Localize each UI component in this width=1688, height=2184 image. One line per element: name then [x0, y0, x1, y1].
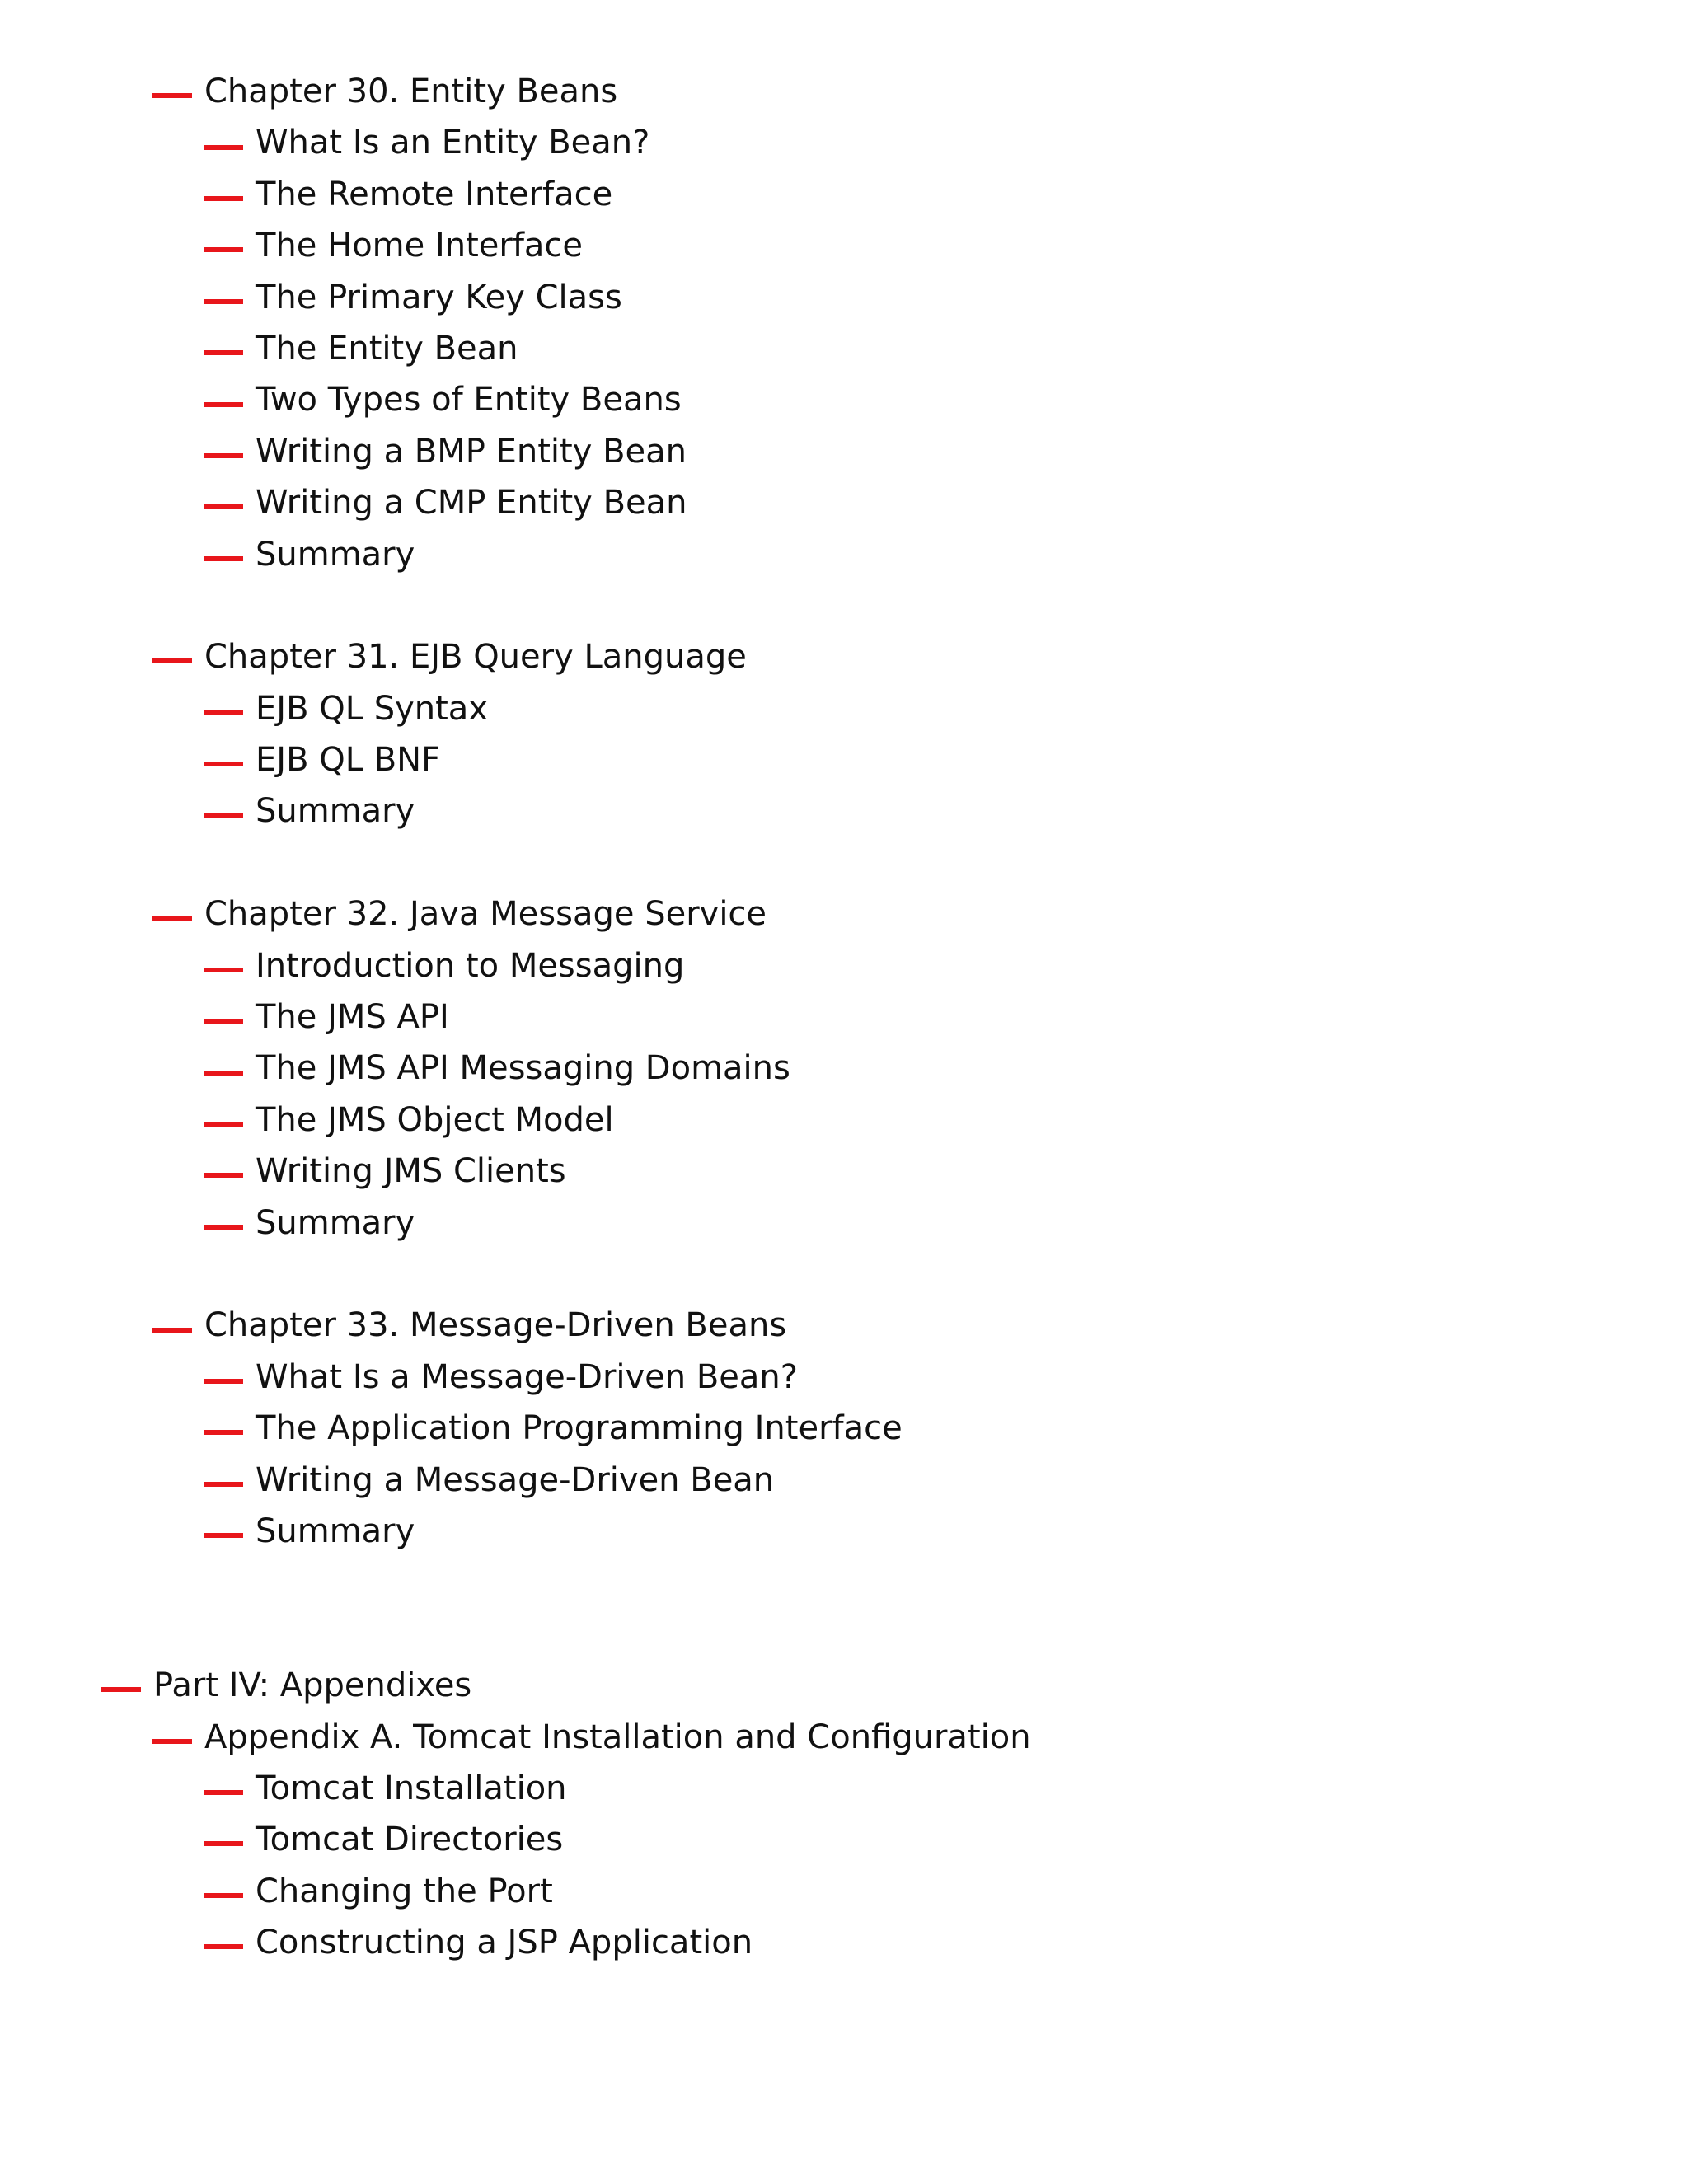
toc-section-entry[interactable]: [0, 374, 1688, 425]
toc-entry-label: Writing a CMP Entity Bean: [256, 484, 687, 523]
red-dash-icon: [204, 1379, 243, 1384]
toc-entry-label: Summary: [256, 1203, 415, 1242]
toc-entry-label: Summary: [256, 535, 415, 574]
section-spacer: [0, 580, 1688, 631]
red-dash-icon: [152, 1328, 192, 1333]
toc-chapter-entry[interactable]: [0, 631, 1688, 682]
toc-section-entry[interactable]: [0, 1094, 1688, 1146]
red-dash-icon: [204, 196, 243, 201]
red-dash-icon: [204, 813, 243, 818]
red-dash-icon: [204, 1533, 243, 1538]
toc-section-entry[interactable]: [0, 169, 1688, 220]
toc-entry-label: The Entity Bean: [256, 329, 518, 368]
toc-chapter-entry[interactable]: [0, 888, 1688, 940]
toc-entry-label: What Is an Entity Bean?: [256, 124, 650, 162]
red-dash-icon: [204, 1482, 243, 1487]
toc-section-entry[interactable]: [0, 1814, 1688, 1865]
red-dash-icon: [204, 1841, 243, 1846]
toc-section-entry[interactable]: [0, 683, 1688, 734]
red-dash-icon: [204, 1430, 243, 1435]
toc-section-entry[interactable]: [0, 220, 1688, 271]
red-dash-icon: [204, 556, 243, 561]
toc-entry-label: Introduction to Messaging: [256, 946, 685, 985]
toc-section-entry[interactable]: [0, 323, 1688, 374]
red-dash-icon: [204, 504, 243, 509]
toc-chapter-entry[interactable]: [0, 1300, 1688, 1351]
toc-section-entry[interactable]: [0, 1146, 1688, 1197]
red-dash-icon: [204, 1071, 243, 1076]
toc-section-entry[interactable]: [0, 117, 1688, 168]
red-dash-icon: [204, 402, 243, 407]
toc-entry-label: Chapter 30. Entity Beans: [204, 73, 618, 110]
toc-entry-label: The JMS Object Model: [256, 1100, 614, 1139]
toc-entry-label: Chapter 33. Message-Driven Beans: [204, 1306, 787, 1345]
toc-entry-label: The Home Interface: [256, 227, 584, 265]
section-spacer: [0, 837, 1688, 888]
toc-entry-label: EJB QL BNF: [256, 741, 441, 780]
toc-section-entry[interactable]: [0, 940, 1688, 991]
toc-entry-label: The Application Programming Interface: [256, 1409, 903, 1448]
toc-entry-label: Changing the Port: [256, 1872, 553, 1910]
red-dash-icon: [152, 658, 192, 663]
toc-part-entry[interactable]: [0, 1660, 1688, 1711]
toc-section-entry[interactable]: [0, 1455, 1688, 1506]
toc-entry-label: What Is a Message-Driven Bean?: [256, 1357, 798, 1396]
toc-entry-label: The Primary Key Class: [256, 278, 622, 316]
red-dash-icon: [152, 916, 192, 921]
toc-section-entry[interactable]: [0, 426, 1688, 477]
toc-section-entry[interactable]: [0, 529, 1688, 580]
toc-chapter-entry[interactable]: [0, 66, 1688, 117]
toc-section-entry[interactable]: [0, 1506, 1688, 1557]
toc-entry-label: Constructing a JSP Application: [256, 1924, 753, 1962]
toc-entry-label: Summary: [256, 792, 415, 831]
toc-entry-label: Summary: [256, 1511, 415, 1550]
red-dash-icon: [152, 1739, 192, 1744]
red-dash-icon: [204, 247, 243, 252]
red-dash-icon: [204, 1173, 243, 1178]
toc-section-entry[interactable]: [0, 272, 1688, 323]
table-of-contents: [0, 66, 1688, 1968]
toc-entry-label: EJB QL Syntax: [256, 689, 488, 728]
toc-entry-label: Part IV: Appendixes: [153, 1666, 472, 1705]
toc-entry-label: Tomcat Installation: [256, 1769, 567, 1807]
section-spacer: [0, 1557, 1688, 1660]
toc-section-entry[interactable]: [0, 785, 1688, 837]
red-dash-icon: [204, 145, 243, 150]
toc-section-entry[interactable]: [0, 1043, 1688, 1094]
red-dash-icon: [204, 350, 243, 355]
toc-section-entry[interactable]: [0, 477, 1688, 528]
toc-entry-label: Writing a Message-Driven Bean: [256, 1460, 775, 1499]
toc-section-entry[interactable]: [0, 1866, 1688, 1917]
red-dash-icon: [101, 1687, 141, 1692]
section-spacer: [0, 1249, 1688, 1300]
red-dash-icon: [204, 1122, 243, 1127]
toc-entry-label: Two Types of Entity Beans: [256, 381, 682, 419]
red-dash-icon: [204, 453, 243, 458]
red-dash-icon: [204, 762, 243, 766]
toc-entry-label: The JMS API Messaging Domains: [256, 1049, 790, 1088]
red-dash-icon: [204, 968, 243, 972]
toc-entry-label: Tomcat Directories: [256, 1821, 564, 1859]
red-dash-icon: [204, 1790, 243, 1795]
toc-section-entry[interactable]: [0, 1763, 1688, 1814]
red-dash-icon: [204, 1893, 243, 1898]
toc-section-entry[interactable]: [0, 991, 1688, 1043]
red-dash-icon: [204, 299, 243, 304]
toc-section-entry[interactable]: [0, 734, 1688, 785]
toc-entry-label: Chapter 32. Java Message Service: [204, 895, 767, 934]
toc-section-entry[interactable]: [0, 1197, 1688, 1249]
toc-section-entry[interactable]: [0, 1917, 1688, 1968]
toc-entry-label: Chapter 31. EJB Query Language: [204, 638, 747, 677]
red-dash-icon: [152, 93, 192, 98]
red-dash-icon: [204, 710, 243, 715]
red-dash-icon: [204, 1944, 243, 1949]
toc-chapter-entry[interactable]: [0, 1712, 1688, 1763]
toc-entry-label: Writing a BMP Entity Bean: [256, 432, 687, 471]
toc-entry-label: Writing JMS Clients: [256, 1152, 566, 1191]
toc-section-entry[interactable]: [0, 1403, 1688, 1454]
red-dash-icon: [204, 1019, 243, 1024]
toc-section-entry[interactable]: [0, 1352, 1688, 1403]
red-dash-icon: [204, 1225, 243, 1230]
toc-entry-label: The Remote Interface: [256, 175, 613, 213]
toc-entry-label: The JMS API: [256, 998, 449, 1037]
toc-entry-label: Appendix A. Tomcat Installation and Configuration: [204, 1718, 1031, 1756]
